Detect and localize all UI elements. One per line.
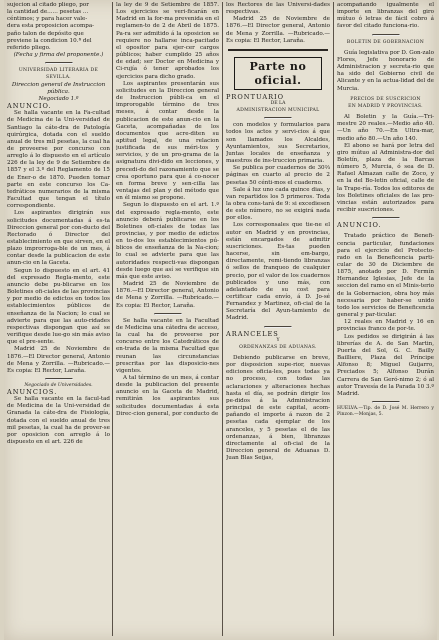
- section-subheading: pública.: [47, 88, 70, 95]
- text-line: céntimos; y para hacer vale-: [7, 16, 88, 23]
- paragraph: Guía legislativa por D. Gon-zalo Flores, Jefe honorario de Administracion y secreta-rio que ha sido del Gobierno civil de Alicante y en la actua-lidad del de Murcia.: [337, 49, 434, 92]
- text-line: dera esta proposicion acompa-: [7, 23, 95, 30]
- paragraph: los Rectores de las Universi-dades respectivas.: [226, 2, 330, 16]
- paragraph: Segun lo dispuesto en el art. 41 del expresado Regla-mento, este anuncio debe pu-blicarse en los Boletines ofi-ciales de las provincias y por medio de edictos en todos los establecimientos públicos de enseñanza de la Nacion; lo cual se advierte para que las auto-ridades respectivas dispongan que así se verifique desde lue-go sin más aviso que el pre-sente.: [7, 267, 110, 346]
- column-rule: [333, 2, 334, 636]
- text-line: sujecion al citado pliego, por: [7, 2, 89, 8]
- negociado-label: Negociado 1.º: [38, 95, 79, 102]
- paragraph: Se halla vacante en la Facultad de Medicina una cátedra de acceso, la cual ha de proveerse por concurso entre los Catedráticos de en-trada de la misma Facultad que reunan las circunstancias prescritas por las disposicio-nes vigentes.: [116, 317, 219, 374]
- column-rule: [222, 2, 223, 636]
- text-line: la cantidad de...... pesetas ...: [7, 9, 89, 16]
- printer-imprint: HUELVA.—Tip. de D. José M. Herrero y Pinzon.—Monjas, 5.: [337, 405, 434, 417]
- prontuario-title: PRONTUARIO: [226, 92, 285, 101]
- text-line: referido pliego.: [7, 44, 51, 51]
- section-heading: SEVILLA.: [46, 75, 71, 81]
- signature-block: Madrid 25 de Noviembre de 1876.—El Director general, Antonio de Mena y Zorrilla. —Rubricado.—Es copia: El Rector, Laraña.: [116, 281, 219, 309]
- signature-note: (Fecha y firma del proponente.): [13, 52, 104, 59]
- divider: [372, 217, 400, 219]
- column-3: [226, 2, 330, 636]
- section-subheading: Direccion general de Instruccion: [11, 81, 106, 88]
- paragraph: Sale á luz uno cada quince dias, y van repartidos los 5 primeros. Toda la obra cons-tará de 9: si excediesen de este número, no se exigirá nada por ellos.: [226, 186, 330, 222]
- column-2: [116, 2, 219, 636]
- paragraph: Los pedidos se dirigirán á las librerías de A. de San Martin, Puerta del Sol, G. C. Bailly Bailliere, Plaza del Príncipe Alfonso 8; Miguel Guijarro, Preciados 5; Alfonso Durán Carrera de San Geró-nimo 2; ó al autor Travesía de la Parada 10 3.º Madrid.: [337, 333, 434, 397]
- paragraph: Los corresponsales que tie-ne el autor en Madrid y en provincias, están encargados de admitir suscriciones. Es-tas pueden hacerse, sin em-bargo, directamente, remi-tiendo libranzas ó sellos de franqueo de cualquier precio, por el valor de los cuadernos publicados y uno más, con adelantado de su cost para certificar cada envío, á D. Jo-sé Fernandez y Martinez, ofi-cial de la Secretaría del Ayun-tamiento de Madrid.: [226, 222, 330, 322]
- signature-block: Madrid 25 de Noviembre de 1876.—El Director general, Antonio de Mena y Zorrilla. —Rubricado.—Es copia: El Rector, Laraña.: [7, 346, 110, 374]
- column-4: [337, 2, 434, 636]
- column-rule: [112, 2, 113, 636]
- anuncio-title: ANUNCIO.: [7, 102, 52, 111]
- section-heading: UNIVERSIDAD LITERARIA DE: [18, 68, 99, 74]
- divider: [372, 34, 400, 36]
- paragraph: acompañando igualmente el importe en libranzas del giro mútuo ó letras de fácil cobro á favor del citado funciona-rio.: [337, 2, 434, 30]
- paragraph: 12 reales en Madrid y 16 en provincias franco de por-te.: [337, 319, 434, 333]
- divider: [154, 313, 182, 315]
- text-line: paño talon de depósito que: [7, 30, 84, 37]
- divider: [264, 326, 292, 328]
- aranceles-subtitle: Y: [276, 337, 280, 343]
- prontuario-subtitle: ADMINISTRACION MUNICIPAL: [236, 108, 320, 114]
- paragraph: Los aspirantes presentarán sus solicitudes en la Direccion general de Instruccion públi-ca en el improrogable término de tres meses, á contar desde la publicacion de este anun-cio en la Gaceta, acompañadas de los documentos que acre-diten su aptitud legal, de una relacion justificada de sus méri-tos y servicios, y de un pro-grama de la asignatura divi-dido en lecciones, y precedi-do del razonamiento que se crea oportuno para que á co-nocer en forma breve y sen-cilla las ventajas del plan y del método que en él mismo se propone.: [116, 80, 219, 202]
- aranceles-subtitle: ORDENANZAS DE ADUANAS.: [239, 344, 317, 350]
- paragraph: con modelos y formularios para todos los actos y servi-cios á que son llamados los Alcaldes, Ayuntamientos, sus Secretarios, Juntas locales de enseñanza y maestros de ins-truccion primaria.: [226, 122, 330, 165]
- aranceles-title: ARANCELES: [226, 329, 279, 338]
- paragraph: la ley de 9 de Setiembre de 1857. Los ejercicios se veri-ficarán en Madrid en la for-ma prevenida en el reglamen-to de 2 de Abril de 1875. Pa-ra ser admitido á la oposicion se requiere no hallarse inca-pacitado el opositor para ejer-cer cargos públicos; haber cumplido 25 años de edad; ser Doctor en Medicina y Ci-rujía ó tener aprobados los ejercicios para dicho grado.: [116, 2, 219, 80]
- paragraph: Se halla vacante en la facul-tad de Medicina de la Uni-versidad de Granada la cáte-dra de Fisiología, dotada con el sueldo anual de tres mil pesetas, la cual ha de prover-se por oposicion con arreglo á lo dispuesto en el art. 226 de: [7, 396, 110, 446]
- paragraph: Al Boletin y la Guía.—Tri-mestre 20 reales.—Medio año 40.—Un año 70.—En Ultra-mar, medio año 80.—Un año 140.: [337, 114, 434, 142]
- paragraph: Los aspirantes dirigirán sus solicitudes documentadas á es-ta Direccion general por con-ducto del Rectorado ó Director del establecimiento en que sirven, en el plazo improrroga-ble de un mes, á contar desde la publicacion de este anun-cio en la Gaceta.: [7, 210, 110, 267]
- anuncios-title: ANUNCIOS.: [7, 387, 58, 396]
- signature-block: Madrid 25 de Noviembre de 1876.—El Director general, Antonio de Mena y Zorrilla. —Rubricado.—Es copia: El Rector, Laraña.: [226, 16, 330, 44]
- anuncio-title: ANUNCIO.: [337, 221, 382, 230]
- divider: [372, 401, 400, 403]
- precios-subtitle: EN MADRID Y PROVINCIAS.: [348, 103, 423, 109]
- paragraph: Se halla vacante en la Fa-cultad de Medicina de la Uni-versidad de Santiago la cáte-dra de Patología quirúrgica, dotada con el sueldo anual de tres mil pesetas, la cual ha de proveerse por concurso con arreglo á lo dispuesto en el artículo 226 de la ley de 9 de Setiembre de 1857 y el 3.º del Reglamento de 15 de Ener-o de 1870. Pueden tomar parte en este concurso los Ca-tedráticos numerarios de la misma Facultad que tengan el título correspondiente.: [7, 110, 110, 210]
- text-line: previene la condicion 10.ª del: [7, 37, 92, 44]
- boletin-title: BOLETIN DE GOBERNACION: [346, 39, 425, 45]
- paragraph: El abono se hará por letra del giro mútuo al Administra-dor del Boletín, plaza de la Barcas número 5, Murcia, ó sea de D. Rafael Almazan calle de Zoco, y en la del Bo-letin oficial, calle de la Trape-ría. Todos los editores de los Boletines oficiales de las pro-vincias están autorizados para recibir suscriciones.: [337, 142, 434, 214]
- divider: [45, 378, 73, 380]
- divider: [45, 62, 73, 64]
- parte-no-oficial-banner: Parte no oficial.: [234, 57, 322, 90]
- column-1: [7, 2, 110, 636]
- pliego-tail: [7, 2, 110, 59]
- paragraph: A tal término de un mes, á contar desde la publicacion del presente anuncio en la Gaceta de Madrid, remitirán los aspirantes sus solicitudes documentadas á esta Direc-cion general, por conducto de: [116, 374, 219, 417]
- precios-title: PRECIOS DE SUSCRICION: [350, 96, 421, 102]
- paragraph: Tratado práctico de Benefi-cencia particular, fundaciones para el ejercicio del Protecto-rado en la Beneficencia parti-cular de 30 de Diciembre de 1875, anotado por D. Fermín Hernandez Iglesias, Jefe de la seccion del ramo en el Minis-terio de la Gobernacion, obra hoy más necesaria por haber-se unido todo los servicios de Beneficencia general y par-ticular.: [337, 233, 434, 319]
- prontuario-subtitle: DE LA: [270, 101, 286, 107]
- paragraph: Segun lo dispuesto en el art. 1.º del expresado regla-mento, este anuncio deberá publicarse en los Boletines ofi-ciales de todas las provincias, y por medio de edictos en to-dos los establecimientos pú-blicos de enseñanza de la Na-cion; lo cual se advierte para que las autoridades respecti-vas dispongan desde luego que así se verifique sin más que este aviso.: [116, 202, 219, 280]
- newspaper-page: [4, 0, 437, 640]
- paragraph: Debiendo publicarse en breve, por disposicion supe-rior, nuevas ediciones oficia-les, pues todas ya no proceso, con todas las aclaraciones y alteraciones hechas hasta el día, se podrán dirigir los pe-didos á la Administracion principal de este capital, acom-pañando el importe á razon de 2 pesetas cada ejemplar de los aranceles, y 5 pesetas el de las ordenanzas, á bien, libranzas directamente al ofi-cial de la Direccion general de Aduanas D. Juan Blas Seijas,: [226, 354, 330, 462]
- paragraph: Se publica por cuadernos de 30⅔ páginas en cuarto al precio de 2 pesetas 50 cénti-mos el cuaderno.: [226, 165, 330, 186]
- double-rule: [228, 49, 328, 51]
- section-subheading: Negociado de Universidades.: [24, 382, 93, 388]
- divider: [264, 117, 292, 119]
